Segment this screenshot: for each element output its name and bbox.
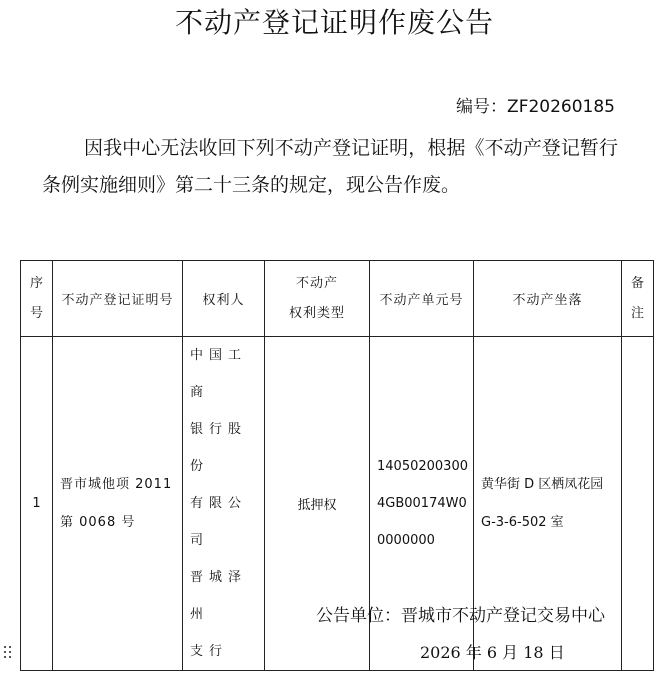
drag-handle-icon[interactable] <box>4 646 14 662</box>
header-cert-no: 不动产登记证明号 <box>53 261 183 337</box>
header-right-type: 不动产 权利类型 <box>265 261 370 337</box>
cell-unit-no: 140502003004GB00174W00000000 <box>370 337 474 671</box>
header-location: 不动产坐落 <box>474 261 622 337</box>
header-unit-no: 不动产单元号 <box>370 261 474 337</box>
cell-seq: 1 <box>21 337 53 671</box>
serial-value: ZF20260185 <box>507 97 615 117</box>
document-title: 不动产登记证明作废公告 <box>174 6 494 39</box>
header-note: 备 注 <box>622 261 654 337</box>
header-seq: 序 号 <box>21 261 53 337</box>
serial-label: 编号： <box>456 97 508 117</box>
cell-right-type: 抵押权 <box>265 337 370 671</box>
issue-date: 2026 年 6 月 18 日 <box>420 643 565 662</box>
cell-cert-no: 晋市城他项 2011 第 0068 号 <box>53 337 183 671</box>
cell-location: 黄华街 D 区栖凤花园 G-3-6-502 室 <box>474 337 622 671</box>
table-header-row <box>21 261 654 337</box>
cell-note <box>622 337 654 671</box>
header-owner: 权利人 <box>183 261 265 337</box>
announcement-body: 因我中心无法收回下列不动产登记证明，根据《不动产登记暂行条例实施细则》第二十三条的规定，现公告作废。 <box>42 137 618 196</box>
serial-number <box>456 96 615 118</box>
cell-owner: 中国工商 银行股份 有限公司 晋城泽州 支行 <box>183 337 265 671</box>
issuing-unit: 公告单位：晋城市不动产登记交易中心 <box>316 606 605 626</box>
